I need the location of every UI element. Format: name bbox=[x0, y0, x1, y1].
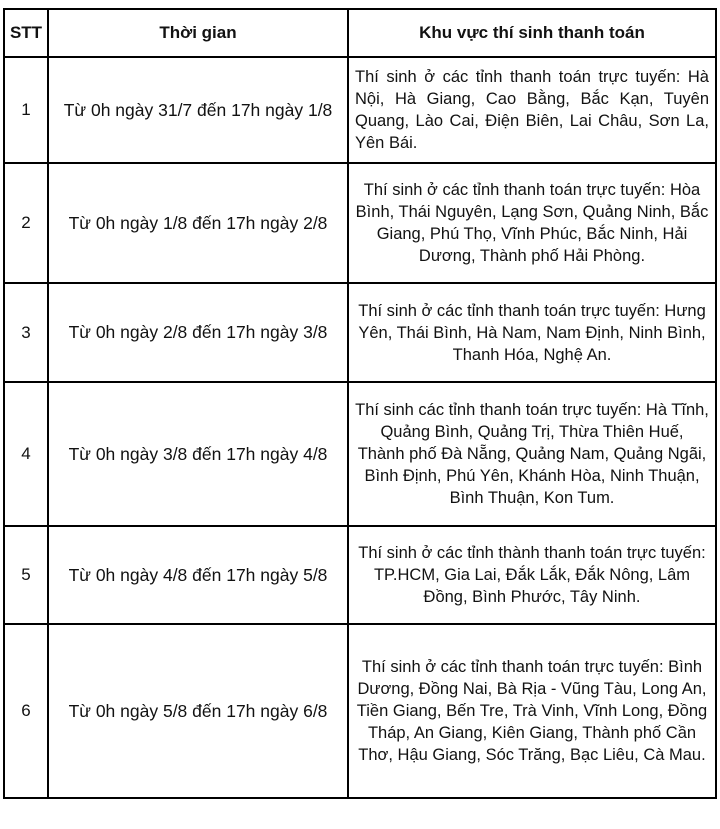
cell-time: Từ 0h ngày 4/8 đến 17h ngày 5/8 bbox=[48, 526, 348, 624]
table-row bbox=[4, 163, 716, 283]
cell-time: Từ 0h ngày 5/8 đến 17h ngày 6/8 bbox=[48, 624, 348, 798]
cell-region: Thí sinh ở các tỉnh thanh toán trực tuyến: Hòa Bình, Thái Nguyên, Lạng Sơn, Quảng Ninh, Bắc Giang, Phú Thọ, Vĩnh Phúc, Bắc Ninh, Hải Dương, Thành phố Hải Phòng. bbox=[348, 163, 716, 283]
cell-time: Từ 0h ngày 3/8 đến 17h ngày 4/8 bbox=[48, 382, 348, 526]
table-row bbox=[4, 382, 716, 526]
cell-time: Từ 0h ngày 31/7 đến 17h ngày 1/8 bbox=[48, 57, 348, 163]
table-row bbox=[4, 57, 716, 163]
cell-region: Thí sinh ở các tỉnh thanh toán trực tuyến: Hưng Yên, Thái Bình, Hà Nam, Nam Định, Ninh Bình, Thanh Hóa, Nghệ An. bbox=[348, 283, 716, 382]
cell-region: Thí sinh ở các tỉnh thanh toán trực tuyến: Bình Dương, Đồng Nai, Bà Rịa - Vũng Tàu, Long An, Tiền Giang, Bến Tre, Trà Vinh, Vĩnh Long, Đồng Tháp, An Giang, Kiên Giang, Thành phố Cần Thơ, Hậu Giang, Sóc Trăng, Bạc Liêu, Cà Mau. bbox=[348, 624, 716, 798]
table-row bbox=[4, 526, 716, 624]
cell-time: Từ 0h ngày 2/8 đến 17h ngày 3/8 bbox=[48, 283, 348, 382]
column-header-stt: STT bbox=[4, 9, 48, 57]
cell-stt: 4 bbox=[4, 382, 48, 526]
cell-stt: 3 bbox=[4, 283, 48, 382]
column-header-time: Thời gian bbox=[48, 9, 348, 57]
cell-stt: 2 bbox=[4, 163, 48, 283]
cell-stt: 1 bbox=[4, 57, 48, 163]
cell-stt: 6 bbox=[4, 624, 48, 798]
table-row bbox=[4, 283, 716, 382]
cell-stt: 5 bbox=[4, 526, 48, 624]
payment-schedule-table bbox=[3, 8, 717, 799]
header-row bbox=[4, 9, 716, 57]
cell-region: Thí sinh ở các tỉnh thanh toán trực tuyến: Hà Nội, Hà Giang, Cao Bằng, Bắc Kạn, Tuyên Quang, Lào Cai, Điện Biên, Lai Châu, Sơn La, Yên Bái. bbox=[348, 57, 716, 163]
cell-region: Thí sinh các tỉnh thanh toán trực tuyến: Hà Tĩnh, Quảng Bình, Quảng Trị, Thừa Thiên Huế, Thành phố Đà Nẵng, Quảng Nam, Quảng Ngãi, Bình Định, Phú Yên, Khánh Hòa, Ninh Thuận, Bình Thuận, Kon Tum. bbox=[348, 382, 716, 526]
cell-region: Thí sinh ở các tỉnh thành thanh toán trực tuyến: TP.HCM, Gia Lai, Đắk Lắk, Đắk Nông, Lâm Đồng, Bình Phước, Tây Ninh. bbox=[348, 526, 716, 624]
table-row bbox=[4, 624, 716, 798]
cell-time: Từ 0h ngày 1/8 đến 17h ngày 2/8 bbox=[48, 163, 348, 283]
column-header-region: Khu vực thí sinh thanh toán bbox=[348, 9, 716, 57]
